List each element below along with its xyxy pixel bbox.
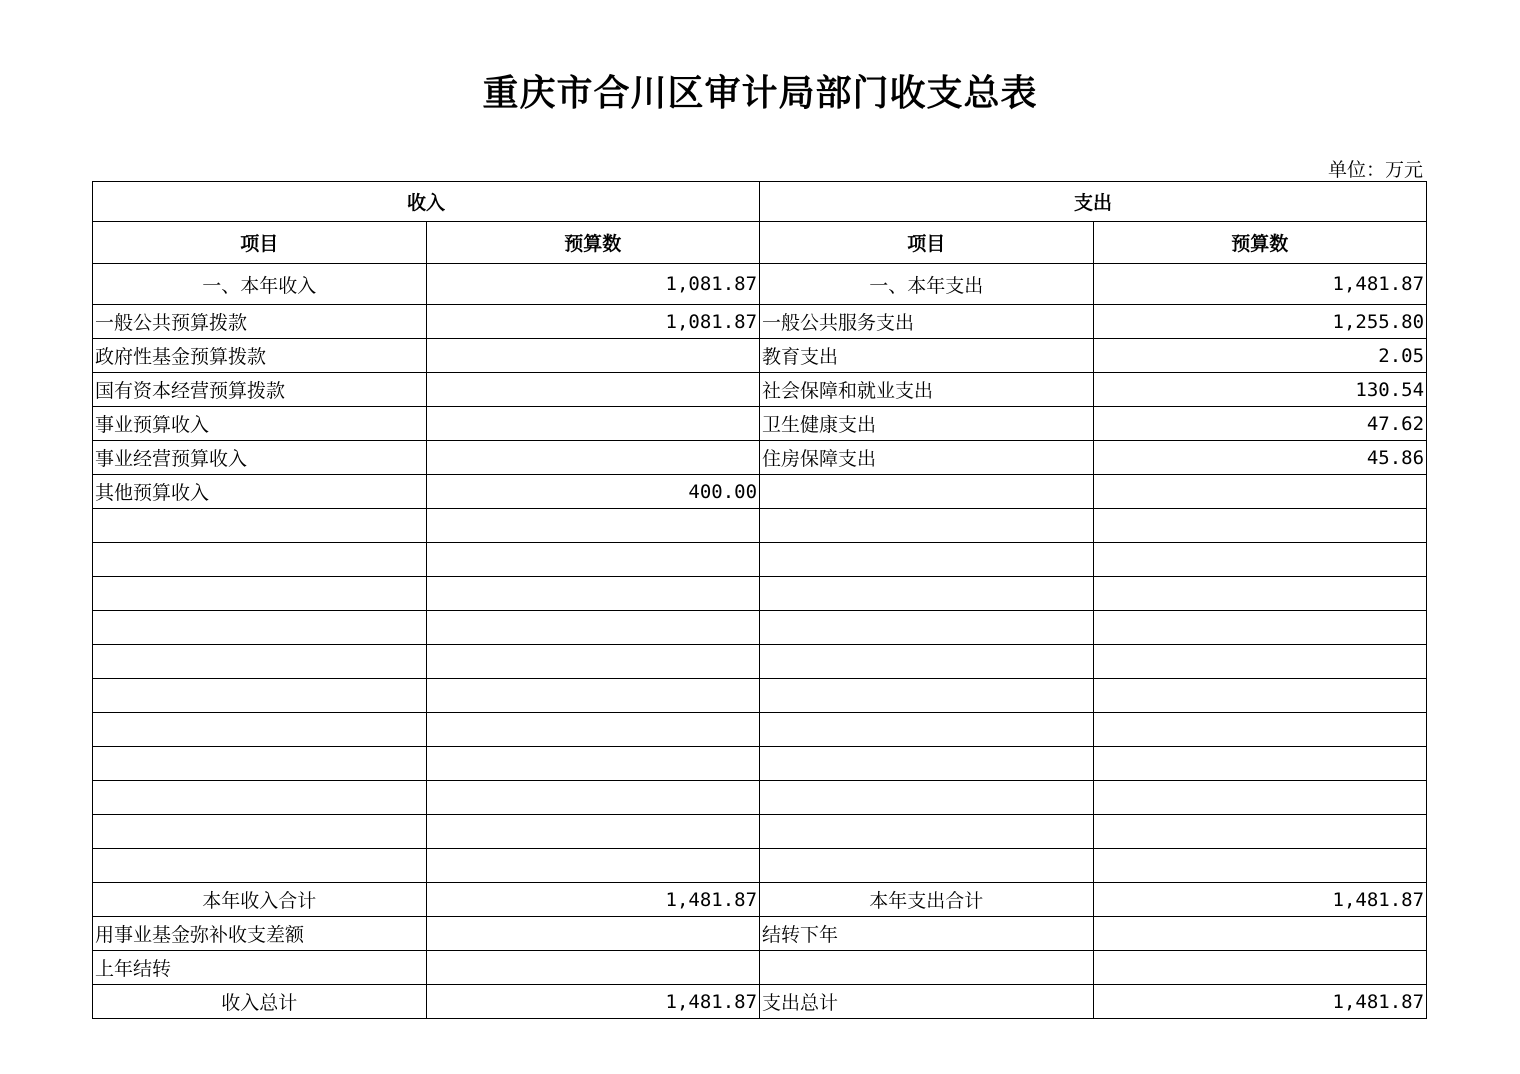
- income-item-cell: 一、本年收入: [93, 264, 427, 305]
- expense-item-cell: 支出总计: [760, 985, 1094, 1019]
- table-row: [93, 577, 1427, 611]
- income-budget-cell: 1,481.87: [426, 985, 760, 1019]
- income-budget-cell: 400.00: [426, 475, 760, 509]
- income-budget-cell: [426, 611, 760, 645]
- expense-item-cell: 一般公共服务支出: [760, 305, 1094, 339]
- expense-item-cell: [760, 475, 1094, 509]
- income-item-cell: 上年结转: [93, 951, 427, 985]
- expense-budget-cell: [1093, 849, 1427, 883]
- expense-item-cell: 住房保障支出: [760, 441, 1094, 475]
- income-item-cell: [93, 713, 427, 747]
- income-expense-table: [92, 181, 1427, 1019]
- table-row: [93, 441, 1427, 475]
- income-item-cell: 国有资本经营预算拨款: [93, 373, 427, 407]
- expense-item-cell: [760, 849, 1094, 883]
- expense-header: 支出: [760, 182, 1427, 222]
- income-item-cell: 事业预算收入: [93, 407, 427, 441]
- expense-item-cell: [760, 815, 1094, 849]
- expense-budget-cell: [1093, 577, 1427, 611]
- income-item-cell: [93, 577, 427, 611]
- income-budget-cell: [426, 339, 760, 373]
- expense-item-cell: [760, 713, 1094, 747]
- income-budget-cell: [426, 577, 760, 611]
- expense-budget-cell: [1093, 475, 1427, 509]
- income-item-cell: 一般公共预算拨款: [93, 305, 427, 339]
- income-budget-cell: [426, 407, 760, 441]
- income-budget-cell: [426, 781, 760, 815]
- table-row: [93, 645, 1427, 679]
- income-budget-cell: [426, 543, 760, 577]
- table-row: [93, 883, 1427, 917]
- income-item-cell: 用事业基金弥补收支差额: [93, 917, 427, 951]
- table-body: [93, 264, 1427, 1019]
- income-budget-header: 预算数: [426, 222, 760, 264]
- expense-item-cell: [760, 781, 1094, 815]
- income-budget-cell: [426, 917, 760, 951]
- expense-item-cell: [760, 951, 1094, 985]
- expense-item-cell: [760, 747, 1094, 781]
- income-budget-cell: [426, 373, 760, 407]
- expense-budget-cell: [1093, 781, 1427, 815]
- expense-budget-cell: 1,481.87: [1093, 985, 1427, 1019]
- table-row: [93, 781, 1427, 815]
- expense-budget-cell: 47.62: [1093, 407, 1427, 441]
- income-item-cell: [93, 509, 427, 543]
- expense-budget-cell: 2.05: [1093, 339, 1427, 373]
- income-item-cell: [93, 849, 427, 883]
- expense-budget-cell: [1093, 679, 1427, 713]
- income-item-cell: [93, 815, 427, 849]
- income-budget-cell: 1,481.87: [426, 883, 760, 917]
- income-budget-cell: [426, 951, 760, 985]
- table-row: [93, 475, 1427, 509]
- expense-budget-cell: [1093, 611, 1427, 645]
- income-item-cell: 收入总计: [93, 985, 427, 1019]
- expense-item-cell: 社会保障和就业支出: [760, 373, 1094, 407]
- expense-item-cell: 本年支出合计: [760, 883, 1094, 917]
- expense-budget-cell: [1093, 917, 1427, 951]
- income-item-cell: 事业经营预算收入: [93, 441, 427, 475]
- expense-budget-cell: [1093, 543, 1427, 577]
- table-row: [93, 917, 1427, 951]
- income-budget-cell: [426, 509, 760, 543]
- expense-budget-cell: [1093, 815, 1427, 849]
- expense-item-cell: [760, 645, 1094, 679]
- expense-item-cell: [760, 611, 1094, 645]
- table-row: [93, 305, 1427, 339]
- table-row: [93, 985, 1427, 1019]
- expense-item-header: 项目: [760, 222, 1094, 264]
- page-title: 重庆市合川区审计局部门收支总表: [482, 73, 1038, 114]
- table-row: [93, 373, 1427, 407]
- expense-budget-cell: 1,481.87: [1093, 264, 1427, 305]
- group-header-row: [93, 182, 1427, 222]
- expense-item-cell: 卫生健康支出: [760, 407, 1094, 441]
- income-budget-cell: [426, 747, 760, 781]
- expense-item-cell: [760, 577, 1094, 611]
- income-budget-cell: [426, 679, 760, 713]
- column-header-row: [93, 222, 1427, 264]
- table-row: [93, 407, 1427, 441]
- table-row: [93, 849, 1427, 883]
- income-budget-cell: [426, 713, 760, 747]
- income-budget-cell: [426, 815, 760, 849]
- income-item-cell: [93, 611, 427, 645]
- income-budget-cell: [426, 645, 760, 679]
- expense-budget-cell: 45.86: [1093, 441, 1427, 475]
- income-budget-cell: [426, 849, 760, 883]
- income-budget-cell: 1,081.87: [426, 264, 760, 305]
- expense-item-cell: [760, 679, 1094, 713]
- expense-item-cell: 结转下年: [760, 917, 1094, 951]
- table-row: [93, 951, 1427, 985]
- expense-item-cell: 一、本年支出: [760, 264, 1094, 305]
- expense-budget-cell: [1093, 645, 1427, 679]
- expense-item-cell: [760, 509, 1094, 543]
- income-item-cell: [93, 543, 427, 577]
- expense-budget-cell: 1,255.80: [1093, 305, 1427, 339]
- income-item-cell: 其他预算收入: [93, 475, 427, 509]
- income-item-cell: [93, 747, 427, 781]
- income-budget-cell: [426, 441, 760, 475]
- income-item-cell: [93, 679, 427, 713]
- expense-budget-cell: [1093, 713, 1427, 747]
- expense-item-cell: [760, 543, 1094, 577]
- expense-budget-cell: 1,481.87: [1093, 883, 1427, 917]
- income-item-cell: 政府性基金预算拨款: [93, 339, 427, 373]
- income-item-cell: [93, 781, 427, 815]
- expense-budget-cell: 130.54: [1093, 373, 1427, 407]
- income-item-header: 项目: [93, 222, 427, 264]
- unit-label: 单位：万元: [1327, 159, 1423, 181]
- table-row: [93, 611, 1427, 645]
- income-budget-cell: 1,081.87: [426, 305, 760, 339]
- income-item-cell: 本年收入合计: [93, 883, 427, 917]
- table-row: [93, 713, 1427, 747]
- expense-budget-cell: [1093, 509, 1427, 543]
- expense-budget-cell: [1093, 747, 1427, 781]
- table-row: [93, 747, 1427, 781]
- table-row: [93, 543, 1427, 577]
- table-row: [93, 679, 1427, 713]
- table-row: [93, 815, 1427, 849]
- expense-budget-cell: [1093, 951, 1427, 985]
- table-row: [93, 509, 1427, 543]
- expense-budget-header: 预算数: [1093, 222, 1427, 264]
- expense-item-cell: 教育支出: [760, 339, 1094, 373]
- income-item-cell: [93, 645, 427, 679]
- table-row: [93, 339, 1427, 373]
- table-row: [93, 264, 1427, 305]
- income-header: 收入: [93, 182, 760, 222]
